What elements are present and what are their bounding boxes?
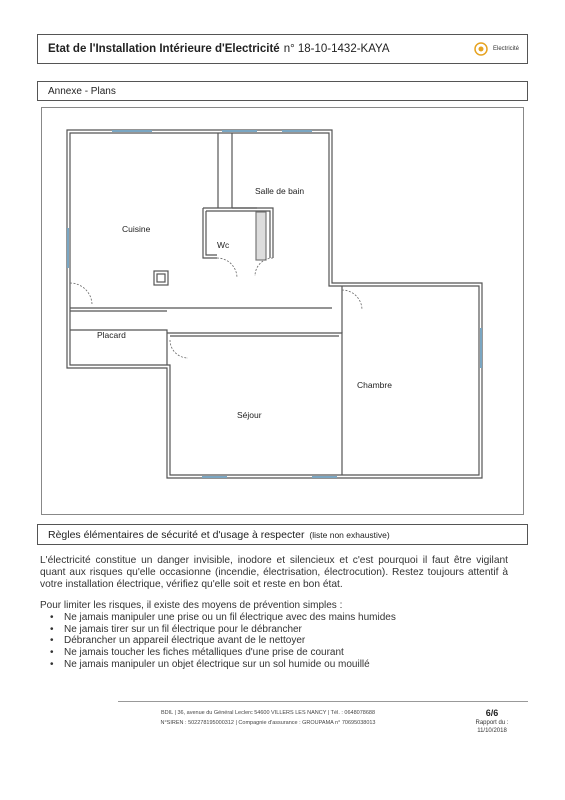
list-item: • Ne jamais manipuler une prise ou un fil électrique avec des mains humides [64, 612, 396, 624]
report-label: Rapport du : [475, 720, 509, 726]
annex-title: Annexe - Plans [48, 86, 116, 97]
header-ref: n° 18-10-1432-KAYA [283, 43, 390, 55]
document-header [37, 34, 528, 64]
page-number: 6/6 [485, 708, 499, 718]
footer-divider [118, 701, 528, 702]
kitchen-fixture [154, 271, 168, 285]
room-label-salle-de-bain: Salle de bain [255, 186, 305, 196]
room-label-chambre: Chambre [357, 380, 392, 390]
header-title-text: Etat de l'Installation Intérieure d'Electricité [48, 43, 280, 55]
rules-list [40, 600, 396, 671]
wall-sejour-chambre [167, 333, 342, 475]
rules-items [40, 612, 396, 671]
floor-plan-drawing [42, 108, 525, 516]
footer-address-block [118, 708, 418, 728]
floor-plan [41, 107, 524, 515]
header-title [48, 43, 390, 55]
report-date-block [455, 719, 529, 735]
rules-title-box [37, 524, 528, 545]
outer-wall-inner [70, 133, 479, 475]
list-item: • Ne jamais toucher les fiches métalliques d'une prise de courant [64, 647, 396, 659]
outer-wall [67, 130, 482, 478]
rules-title [48, 529, 390, 541]
footer-address: BDIL | 36, avenue du Général Leclerc 54600 VILLERS LES NANCY | Tél. : 0648078688 [160, 710, 376, 716]
rules-paragraph: L'électricité constitue un danger invisible, inodore et silencieux et c'est pourquoi il faut être vigilant quant aux risques qu'elle occasionne (incendie, électrisation, électrocution). Restez toujours attentif à votre installation électrique, vérifiez qu'elle soit et reste en bon état. [40, 555, 508, 590]
logo-text: Electricité [492, 46, 519, 52]
list-item: • Ne jamais tirer sur un fil électrique pour le débrancher [64, 624, 396, 636]
annex-title-box [37, 81, 528, 101]
footer-siren: N°SIREN : 502278195000312 | Compagnie d'assurance : GROUPAMA n° 70695038013 [160, 720, 376, 726]
report-date: 11/10/2018 [477, 728, 507, 734]
room-label-cuisine: Cuisine [122, 224, 151, 234]
rules-list-intro: Pour limiter les risques, il existe des moyens de prévention simples : [40, 600, 343, 611]
room-label-sejour: Séjour [237, 410, 262, 420]
rules-title-note: (liste non exhaustive) [309, 530, 390, 540]
room-label-placard: Placard [97, 330, 126, 340]
logo-sun-icon [473, 42, 489, 56]
rules-title-text: Règles élémentaires de sécurité et d'usage à respecter [48, 529, 305, 541]
list-item: • Débrancher un appareil électrique avant de le nettoyer [64, 635, 396, 647]
company-logo [473, 42, 519, 56]
list-item: • Ne jamais manipuler un objet électrique sur un sol humide ou mouillé [64, 659, 396, 671]
room-label-wc: Wc [217, 240, 230, 250]
